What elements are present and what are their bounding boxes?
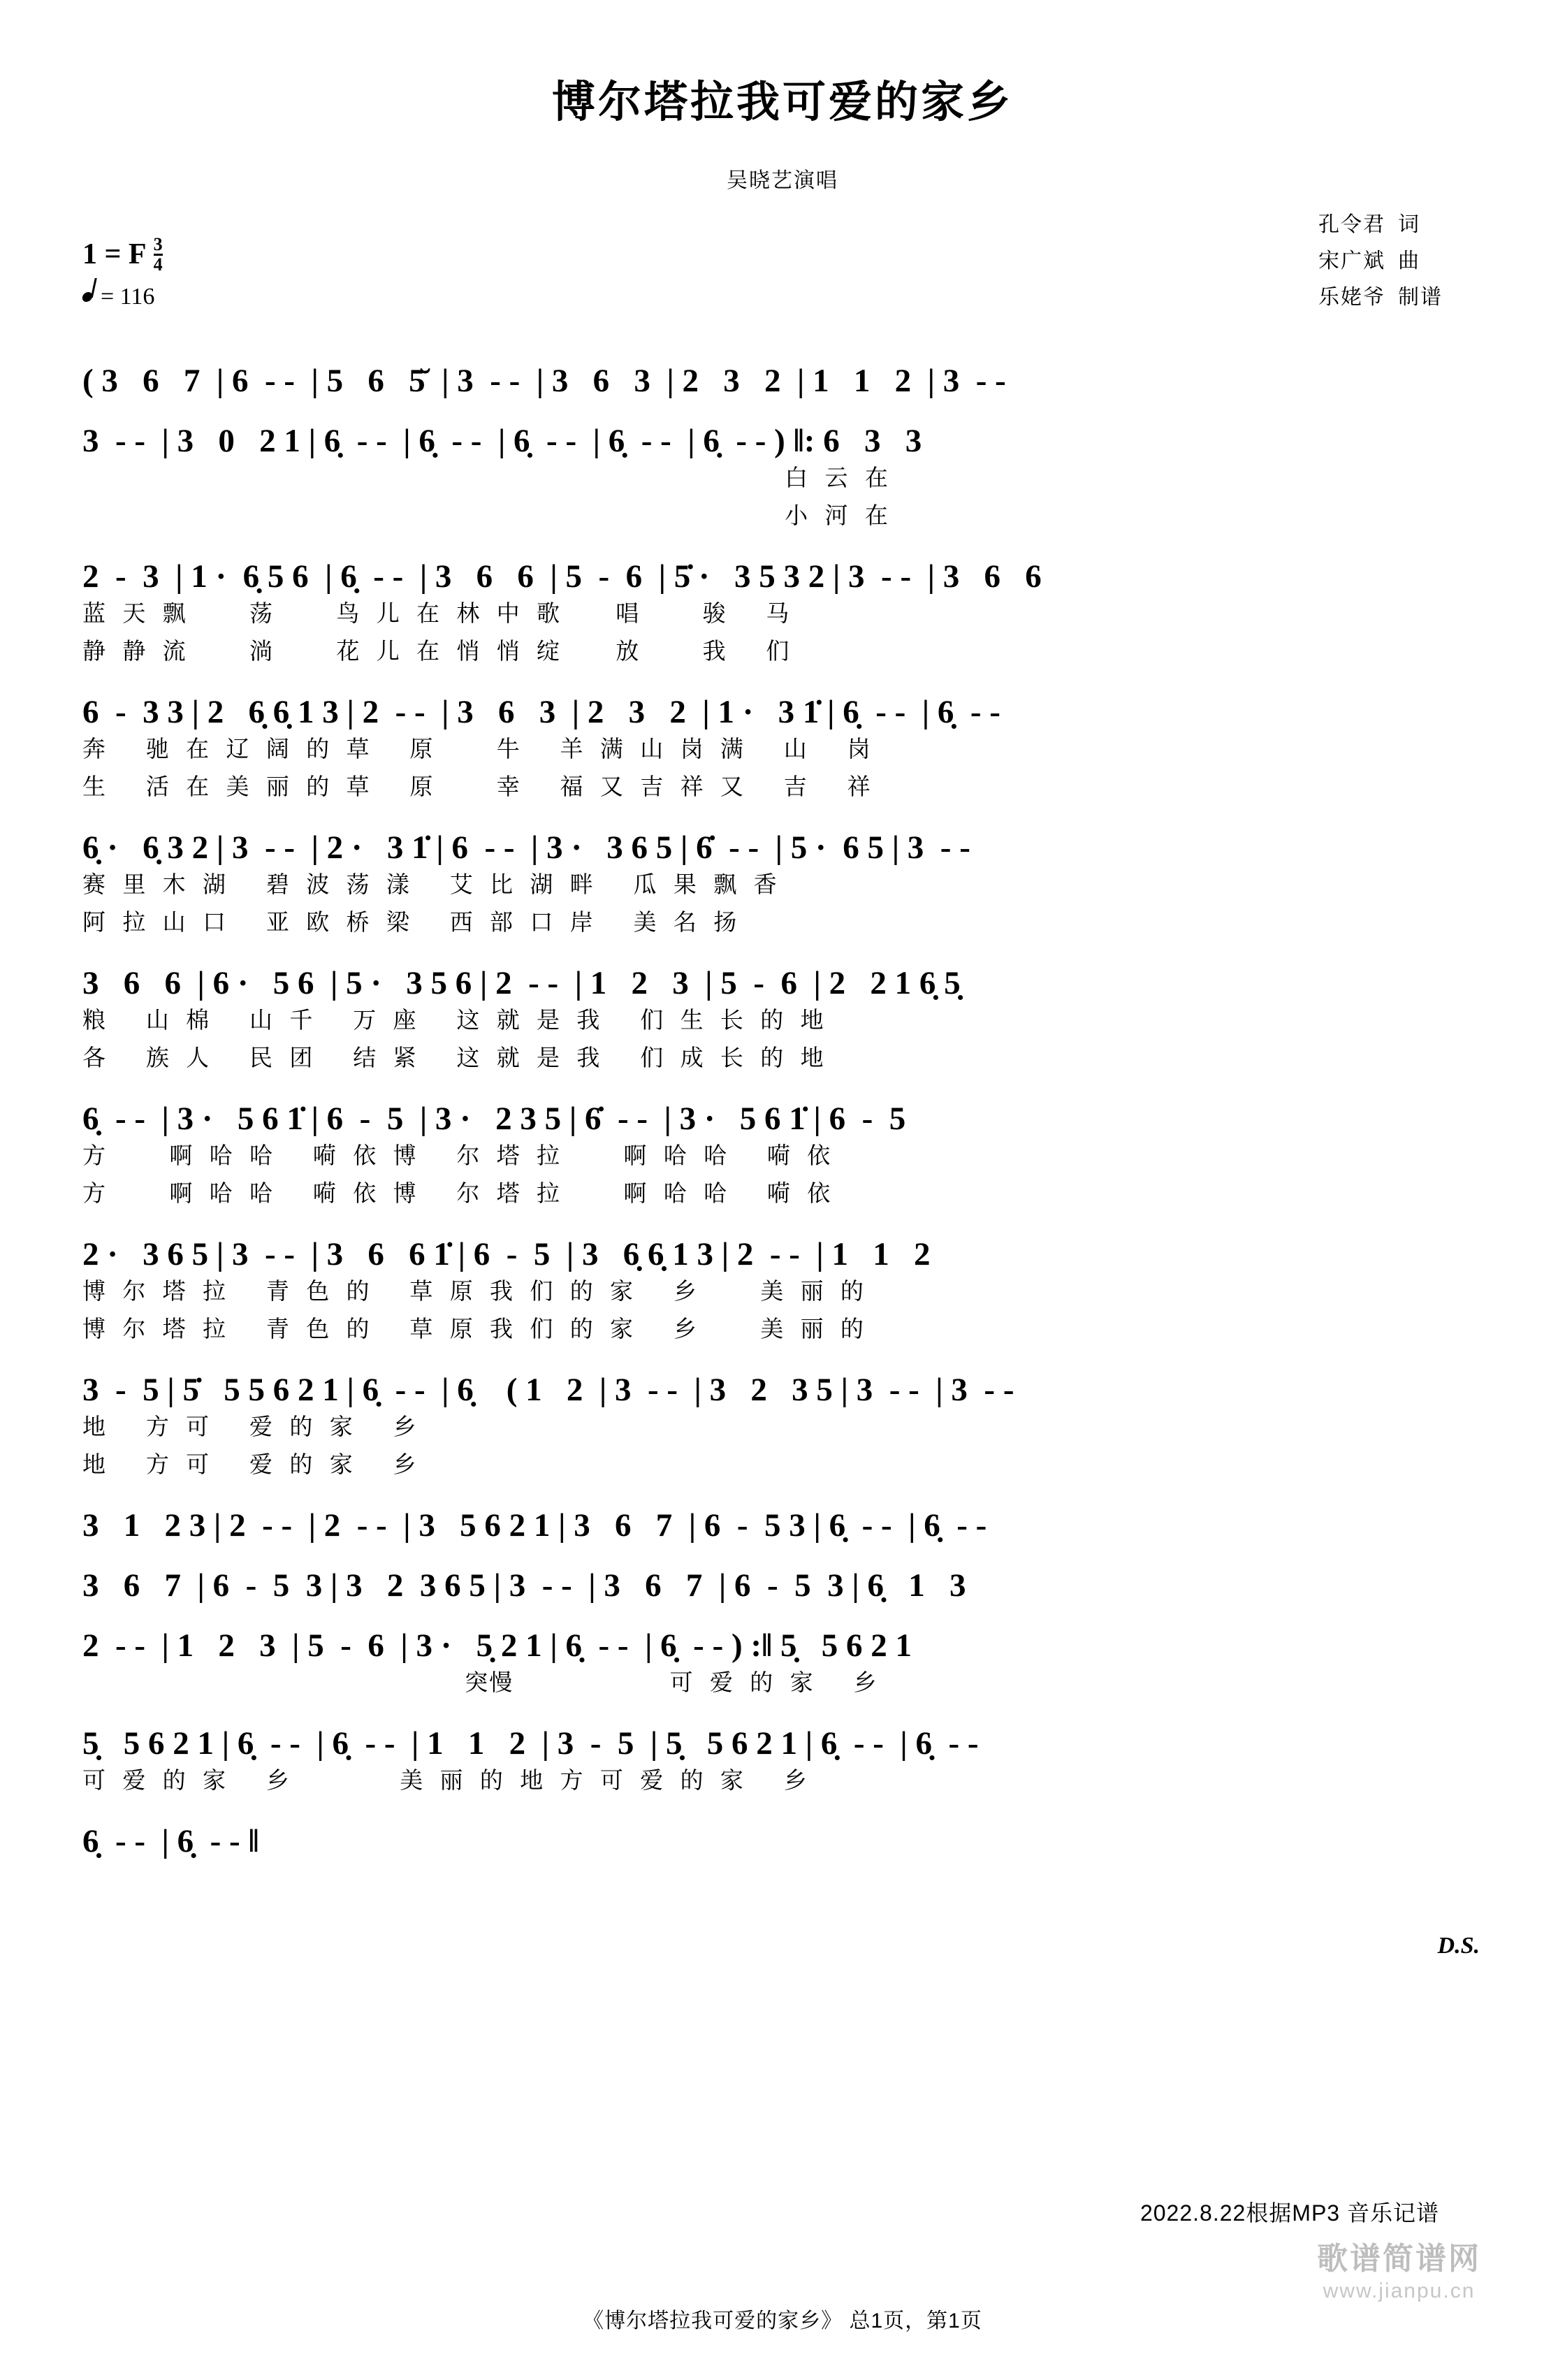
page-footer: 《博尔塔拉我可爱的家乡》 总1页，第1页 <box>583 2309 982 2332</box>
credit-composer-name: 宋广斌 <box>1318 249 1385 273</box>
credit-composer-role: 曲 <box>1398 249 1420 273</box>
credit-engraver-name: 乐姥爷 <box>1318 286 1385 309</box>
lyrics-row: 方 啊 哈 哈 嗬 依 博 尔 塔 拉 啊 哈 哈 嗬 依 <box>82 1142 832 1168</box>
performer-line: 吴晓艺演唱 <box>727 169 838 192</box>
lyrics-row: 地 方 可 爱 的 家 乡 <box>82 1414 418 1439</box>
notation-row: 3 - 5 | 5̇ 5 5 6 2 1 | 6̣ - - | 6̣ ( 1 2 | 3 - - | 3 2 3 5 | 3 - - | 3 - - <box>82 1372 1014 1408</box>
score-systems <box>0 340 1565 1860</box>
score-system <box>0 671 1565 806</box>
sheet-music-page <box>0 67 1565 2380</box>
score-system <box>0 1484 1565 1544</box>
notation-row: 2 - - | 1 2 3 | 5 - 6 | 3 · 5̣ 2 1 | 6̣ - - | 6̣ - - ) :‖ 5̣ 5 6 2 1 <box>82 1627 912 1664</box>
score-system <box>0 1077 1565 1213</box>
lyrics-row: 赛 里 木 湖 碧 波 荡 漾 艾 比 湖 畔 瓜 果 飘 香 <box>82 871 778 897</box>
page-title: 博尔塔拉我可爱的家乡 <box>551 78 1013 126</box>
notation-row: 2 · 3 6 5 | 3 - - | 3 6 6 1̇ | 6 - 5 | 3 6̣ 6̣ 1 3 | 2 - - | 1 1 2 <box>82 1236 931 1272</box>
lyrics-row: 蓝 天 飘 荡 鸟 儿 在 林 中 歌 唱 骏 马 <box>82 600 791 626</box>
credit-lyricist-name: 孔令君 <box>1318 213 1385 236</box>
lyrics-row: 粮 山 棉 山 千 万 座 这 就 是 我 们 生 长 的 地 <box>82 1007 825 1033</box>
score-system <box>0 942 1565 1077</box>
score-system <box>0 1349 1565 1484</box>
notation-row: 2 - 3 | 1 · 6̣ 5 6 | 6̣ - - | 3 6 6 | 5 - 6 | 5̇ · 3 5 3 2 | 3 - - | 3 6 6 <box>82 558 1042 595</box>
credits-block <box>1318 207 1443 316</box>
key-signature-line <box>82 235 163 274</box>
time-signature-numerator: 3 <box>153 233 163 254</box>
key-signature: 1 = F <box>82 238 147 270</box>
time-signature-denominator: 4 <box>153 254 163 275</box>
lyrics-row: 可 爱 的 家 乡 美 丽 的 地 方 可 爱 的 家 乡 <box>82 1767 808 1793</box>
time-signature <box>154 235 163 274</box>
tempo-value: = 116 <box>101 284 155 310</box>
watermark <box>1317 2233 1481 2303</box>
quarter-note-icon <box>82 292 94 302</box>
score-system <box>0 1544 1565 1604</box>
lyrics-row: 生 活 在 美 丽 的 草 原 幸 福 又 吉 祥 又 吉 祥 <box>82 774 872 799</box>
score-system <box>0 806 1565 942</box>
watermark-site-name: 歌谱简谱网 <box>1317 2242 1481 2276</box>
notation-row: 3 - - | 3 0 2 1 | 6̣ - - | 6̣ - - | 6̣ - - | 6̣ - - | 6̣ - - ) ‖: 6 3 3 <box>82 423 922 459</box>
credit-lyricist-role: 词 <box>1398 213 1420 236</box>
credit-composer <box>1318 243 1443 280</box>
score-system <box>0 400 1565 535</box>
watermark-site-url: www.jianpu.cn <box>1323 2279 1476 2302</box>
key-tempo-block <box>82 235 163 313</box>
notation-row: 6̣ · 6̣ 3 2 | 3 - - | 2 · 3 1̇ | 6 - - | 3 · 3 6 5 | 6̇ - - | 5 · 6 5 | 3 - - <box>82 829 970 866</box>
score-system <box>0 1604 1565 1702</box>
score-system <box>0 1213 1565 1349</box>
lyrics-row: 静 静 流 淌 花 儿 在 悄 悄 绽 放 我 们 <box>82 638 791 664</box>
lyrics-row: 阿 拉 山 口 亚 欧 桥 梁 西 部 口 岸 美 名 扬 <box>82 909 738 935</box>
score-system <box>0 1702 1565 1800</box>
credit-engraver <box>1318 280 1443 316</box>
lyrics-row: 博 尔 塔 拉 青 色 的 草 原 我 们 的 家 乡 美 丽 的 <box>82 1278 865 1304</box>
ds-mark: D.S. <box>1437 1933 1480 1959</box>
notation-row: ( 3 6 7 | 6 - - | 5 6 5̆ | 3 - - | 3 6 3 | 2 3 2 | 1 1 2 | 3 - - <box>82 363 1006 399</box>
notation-row: 6̣ - - | 3 · 5 6 1̇ | 6 - 5 | 3 · 2 3 5 | 6̇ - - | 3 · 5 6 1̇ | 6 - 5 <box>82 1101 906 1137</box>
lyrics-row: 地 方 可 爱 的 家 乡 <box>82 1451 418 1477</box>
score-system <box>0 535 1565 671</box>
lyrics-row: 方 啊 哈 哈 嗬 依 博 尔 塔 拉 啊 哈 哈 嗬 依 <box>82 1180 832 1206</box>
transcription-note: 2022.8.22根据MP3 音乐记谱 <box>1140 2200 1439 2226</box>
notation-row: 6 - 3 3 | 2 6̣ 6̣ 1 3 | 2 - - | 3 6 3 | 2 3 2 | 1 · 3 1̇ | 6̣ - - | 6̣ - - <box>82 694 1000 730</box>
credit-lyricist <box>1318 207 1443 243</box>
notation-row: 3 1 2 3 | 2 - - | 2 - - | 3 5 6 2 1 | 3 6 7 | 6 - 5 3 | 6̣ - - | 6̣ - - <box>82 1507 987 1544</box>
lyrics-row: 小 河 在 <box>82 502 889 528</box>
lyrics-row: 各 族 人 民 团 结 紧 这 就 是 我 们 成 长 的 地 <box>82 1045 825 1071</box>
notation-row: 5̣ 5 6 2 1 | 6̣ - - | 6̣ - - | 1 1 2 | 3 - 5 | 5̣ 5 6 2 1 | 6̣ - - | 6̣ - - <box>82 1725 979 1762</box>
lyrics-row: 博 尔 塔 拉 青 色 的 草 原 我 们 的 家 乡 美 丽 的 <box>82 1316 865 1342</box>
notation-row: 3 6 6 | 6 · 5 6 | 5 · 3 5 6 | 2 - - | 1 2 3 | 5 - 6 | 2 2 1 6̣ 5̣ <box>82 965 961 1001</box>
score-system <box>0 340 1565 400</box>
score-system <box>0 1800 1565 1860</box>
notation-row: 6̣ - - | 6̣ - - ‖ <box>82 1823 259 1859</box>
lyrics-row: 突慢 可 爱 的 家 乡 <box>82 1669 878 1695</box>
credit-engraver-role: 制谱 <box>1398 286 1443 309</box>
notation-row: 3 6 7 | 6 - 5 3 | 3 2 3 6 5 | 3 - - | 3 6 7 | 6 - 5 3 | 6̣ 1 3 <box>82 1567 966 1604</box>
lyrics-row: 白 云 在 <box>82 465 889 491</box>
tempo-marking <box>82 281 163 313</box>
lyrics-row: 奔 驰 在 辽 阔 的 草 原 牛 羊 满 山 岗 满 山 岗 <box>82 736 872 762</box>
